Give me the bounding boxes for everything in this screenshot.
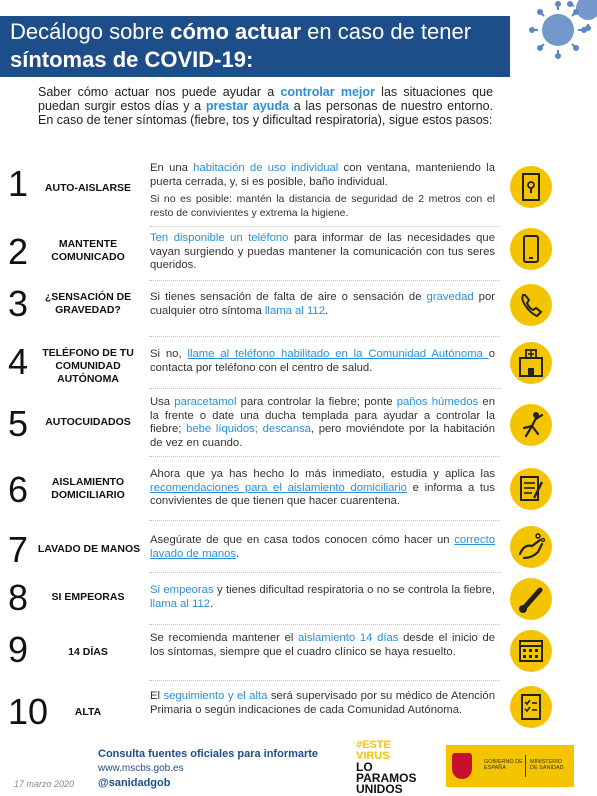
step-number: 3: [8, 283, 29, 324]
divider: [525, 755, 526, 777]
step-number: 2: [8, 231, 29, 272]
thermometer-icon: [510, 578, 552, 620]
step-number: 10: [8, 691, 49, 732]
step-label: MANTENTE COMUNICADO: [51, 238, 125, 263]
door-icon: [510, 166, 552, 208]
step-text: Ten disponible un teléfono para informar de las necesidades que vayan surgiendo y puedas mantener la comunicación con tus seres queridos.: [150, 232, 495, 271]
campaign-logo: #ESTE VIRUS LO PARAMOS UNIDOS: [356, 739, 417, 796]
intro-highlight-1: controlar mejor: [280, 85, 375, 99]
exercise-icon: [510, 404, 552, 446]
step-number: 6: [8, 469, 29, 510]
step-link[interactable]: bebe líquidos; descansa: [186, 423, 311, 435]
step-link[interactable]: recomendaciones para el aislamiento domiciliario: [150, 481, 407, 494]
title-text-2: en caso de tener: [301, 19, 472, 44]
step-number: 1: [8, 163, 29, 204]
step-text: Si tienes sensación de falta de aire o sensación de gravedad por cualquier otro síntoma llama al 112.: [150, 291, 496, 317]
handwash-icon: [510, 526, 552, 568]
step-link[interactable]: correcto lavado de manos: [150, 534, 495, 560]
step-label: 14 DÍAS: [68, 646, 108, 658]
publication-date: 17 marzo 2020: [14, 779, 75, 789]
document-icon: [510, 468, 552, 510]
government-logo: GOBIERNO DE ESPAÑA MINISTERIO DE SANIDAD: [446, 745, 574, 787]
step-number: 9: [8, 629, 29, 670]
step-label: AISLAMIENTO DOMICILIARIO: [51, 476, 125, 501]
intro-paragraph: Saber cómo actuar nos puede ayudar a controlar mejor las situaciones que puedan surgir estos días y a prestar ayuda a las personas de nuestro entorno. En caso de tener síntomas (fiebre, tos y dificultad respiratoria), sigue estos pasos:: [38, 85, 494, 127]
divider: [150, 388, 500, 389]
step-label: LAVADO DE MANOS: [37, 543, 141, 555]
step-link[interactable]: paracetamol: [174, 396, 237, 408]
footer-twitter-link[interactable]: @sanidadgob: [98, 777, 171, 789]
step-text: Si empeoras y tienes dificultad respiratoria o no se controla la fiebre, llama al 112.: [150, 584, 496, 610]
title-bold-1: cómo actuar: [170, 19, 302, 44]
coat-of-arms-icon: [452, 753, 472, 779]
step-number: 8: [8, 577, 29, 618]
step-link[interactable]: llame al teléfono habilitado en la Comunidad Autónoma: [187, 348, 489, 360]
step-text: Si no, llame al teléfono habilitado en la Comunidad Autónoma o contacta por teléfono con el centro de salud.: [150, 348, 495, 374]
handset-icon: [510, 284, 552, 326]
step-number: 4: [8, 341, 29, 382]
calendar-icon: [510, 630, 552, 672]
divider: [150, 572, 500, 573]
page-title: [10, 18, 510, 74]
step-link[interactable]: seguimiento y el alta: [163, 690, 268, 702]
step-text: Asegúrate de que en casa todos conocen cómo hacer un correcto lavado de manos.: [150, 534, 495, 560]
step-link[interactable]: Ten disponible un teléfono: [150, 232, 289, 244]
checklist-icon: [510, 686, 552, 728]
step-text: En una habitación de uso individual con ventana, manteniendo la puerta cerrada, y, si es posible, baño individual. Si no es posible: mantén la distancia de seguridad de 2 metros con el resto de convivientes y extrema la higiene.: [150, 162, 495, 219]
step-label: ALTA: [74, 706, 102, 718]
step-note: Si no es posible: mantén la distancia de seguridad de 2 metros con el resto de convivientes y extrema la higiene.: [150, 193, 495, 219]
step-text: Se recomienda mantener el aislamiento 14 días desde el inicio de los síntomas, siempre que el cuadro clínico se haya resuelto.: [150, 632, 496, 658]
step-link[interactable]: llama al 112: [150, 597, 211, 610]
step-number: 5: [8, 403, 29, 444]
step-label: AUTO-AISLARSE: [44, 182, 132, 194]
divider: [150, 280, 500, 281]
step-text: Ahora que ya has hecho lo más inmediato, estudia y aplica las recomendaciones para el aislamiento domiciliario e informa a tus convivientes de que tienen que hacer cuarentena.: [150, 468, 495, 507]
step-number: 7: [8, 529, 29, 570]
step-label: AUTOCUIDADOS: [45, 416, 131, 428]
step-label: SI EMPEORAS: [51, 591, 125, 603]
divider: [150, 624, 500, 625]
divider: [150, 520, 500, 521]
title-bold-2: síntomas de COVID-19:: [10, 47, 254, 72]
footer-title: Consulta fuentes oficiales para informarte: [98, 748, 319, 760]
title-banner: [0, 16, 510, 77]
step-text: Usa paracetamol para controlar la fiebre; ponte paños húmedos en la frente o date una ducha templada para ayudar a controlar la fiebre; bebe líquidos; descansa, pero moviéndote por la habitación de vez en cuando.: [150, 396, 495, 449]
step-link[interactable]: llama al 112: [264, 304, 325, 317]
divider: [150, 456, 500, 457]
virus-illustration: [508, 0, 597, 62]
step-link[interactable]: paños húmedos: [396, 396, 479, 408]
phone-icon: [510, 228, 552, 270]
step-text: El seguimiento y el alta será supervisado por su médico de Atención Primaria o según indicaciones de cada Comunidad Autónoma.: [150, 690, 495, 716]
intro-highlight-2: prestar ayuda: [205, 99, 290, 113]
divider: [150, 336, 500, 337]
hospital-icon: [510, 342, 552, 384]
step-link[interactable]: habitación de uso individual: [193, 162, 339, 174]
divider: [150, 226, 500, 227]
footer-website-link[interactable]: www.mscbs.gob.es: [98, 763, 184, 774]
divider: [150, 680, 500, 681]
step-link[interactable]: Si empeoras: [150, 584, 214, 596]
step-label: ¿SENSACIÓN DE GRAVEDAD?: [44, 291, 132, 316]
step-link[interactable]: aislamiento 14 días: [298, 632, 399, 644]
step-label: TELÉFONO DE TU COMUNIDAD AUTÓNOMA: [42, 347, 134, 385]
step-link[interactable]: gravedad: [426, 291, 474, 303]
title-text-1: Decálogo sobre: [10, 19, 171, 44]
